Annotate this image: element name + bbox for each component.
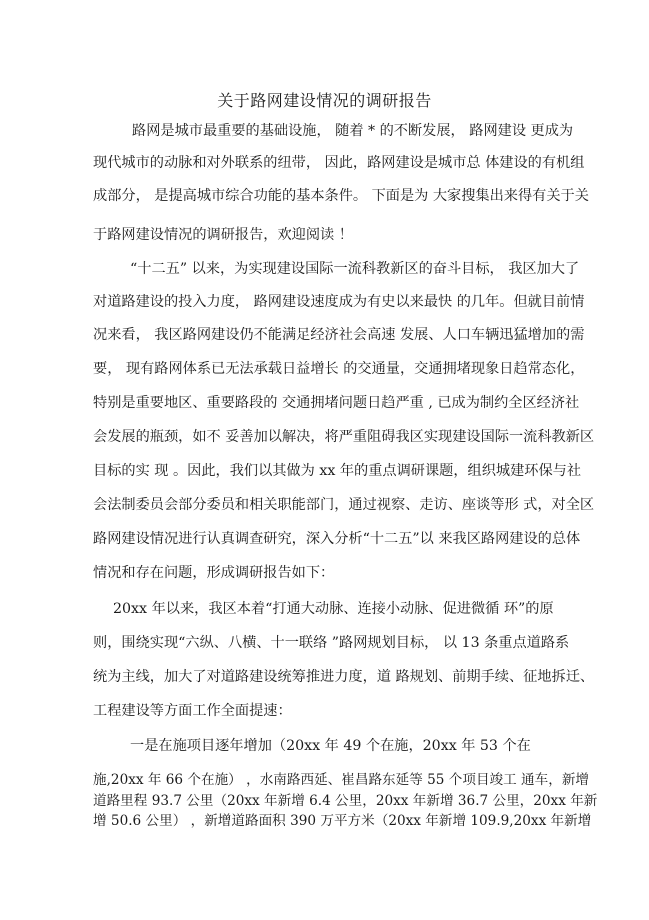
paragraph-line: 工程建设等方面工作全面提速： xyxy=(93,703,292,719)
paragraph-line: 要， 现有路网体系已无法承载日益增长 的交通量，交通拥堵现象日趋常态化， xyxy=(93,361,585,377)
paragraph-line: “十二五” 以来，为实现建设国际一流科教新区的奋斗目标， 我区加大了 xyxy=(130,261,580,277)
document-title: 关于路网建设情况的调研报告 xyxy=(217,91,432,110)
paragraph-line: 对道路建设的投入力度， 路网建设速度成为有史以来最快 的几年。但就目前情 xyxy=(93,294,585,310)
paragraph-line: 成部分， 是提高城市综合功能的基本条件。 下面是为 大家搜集出来得有关于关 xyxy=(93,188,589,204)
paragraph-line: 情况和存在问题，形成调研报告如下： xyxy=(93,565,335,581)
paragraph-line: 于路网建设情况的调研报告，欢迎阅读 ！ xyxy=(93,227,353,243)
paragraph-line: 目标的实 现 。因此，我们以其做为 xx 年的重点调研课题，组织城建环保与社 xyxy=(93,463,582,479)
paragraph-line: 会法制委员会部分委员和相关职能部门，通过视察、走访、座谈等形 式，对全区 xyxy=(93,497,595,513)
paragraph-line: 统为主线，加大了对道路建设统筹推进力度，道 路规划、前期手续、征地拆迁、 xyxy=(93,669,595,685)
paragraph-line: 特别是重要地区、重要路段的 交通拥堵问题日趋严重 , 已成为制约全区经济社 xyxy=(93,395,580,411)
paragraph-line: 施,20xx 年 66 个在施） ，水南路西延、崔昌路东延等 55 个项目竣工 通车，新增 xyxy=(93,772,590,788)
paragraph-line: 路网是城市最重要的基础设施， 随着 * 的不断发展， 路网建设 更成为 xyxy=(132,123,574,139)
paragraph-line: 20xx 年以来，我区本着“打通大动脉、连接小动脉、促进微循 环”的原 xyxy=(113,601,554,617)
paragraph-line: 一是在施项目逐年增加（20xx 年 49 个在施，20xx 年 53 个在 xyxy=(130,738,531,754)
paragraph-line: 增 50.6 公里） ，新增道路面积 390 万平方米（20xx 年新增 109.9,20xx 年新增 xyxy=(93,813,592,829)
paragraph-line: 路网建设情况进行认真调查研究，深入分析“十二五”以 来我区路网建设的总体 xyxy=(93,531,581,547)
paragraph-line: 道路里程 93.7 公里（20xx 年新增 6.4 公里，20xx 年新增 36.7 公里，20xx 年新 xyxy=(93,793,598,809)
paragraph-line: 现代城市的动脉和对外联系的纽带， 因此，路网建设是城市总 体建设的有机组 xyxy=(93,155,585,171)
paragraph-line: 会发展的瓶颈，如不 妥善加以解决，将严重阻碍我区实现建设国际一流科教新区 xyxy=(93,429,595,445)
paragraph-line: 则，围绕实现“六纵、八横、十一联络 ”路网规划目标， 以 13 条重点道路系 xyxy=(93,635,570,651)
paragraph-line: 况来看， 我区路网建设仍不能满足经济社会高速 发展、人口车辆迅猛增加的需 xyxy=(93,327,585,343)
